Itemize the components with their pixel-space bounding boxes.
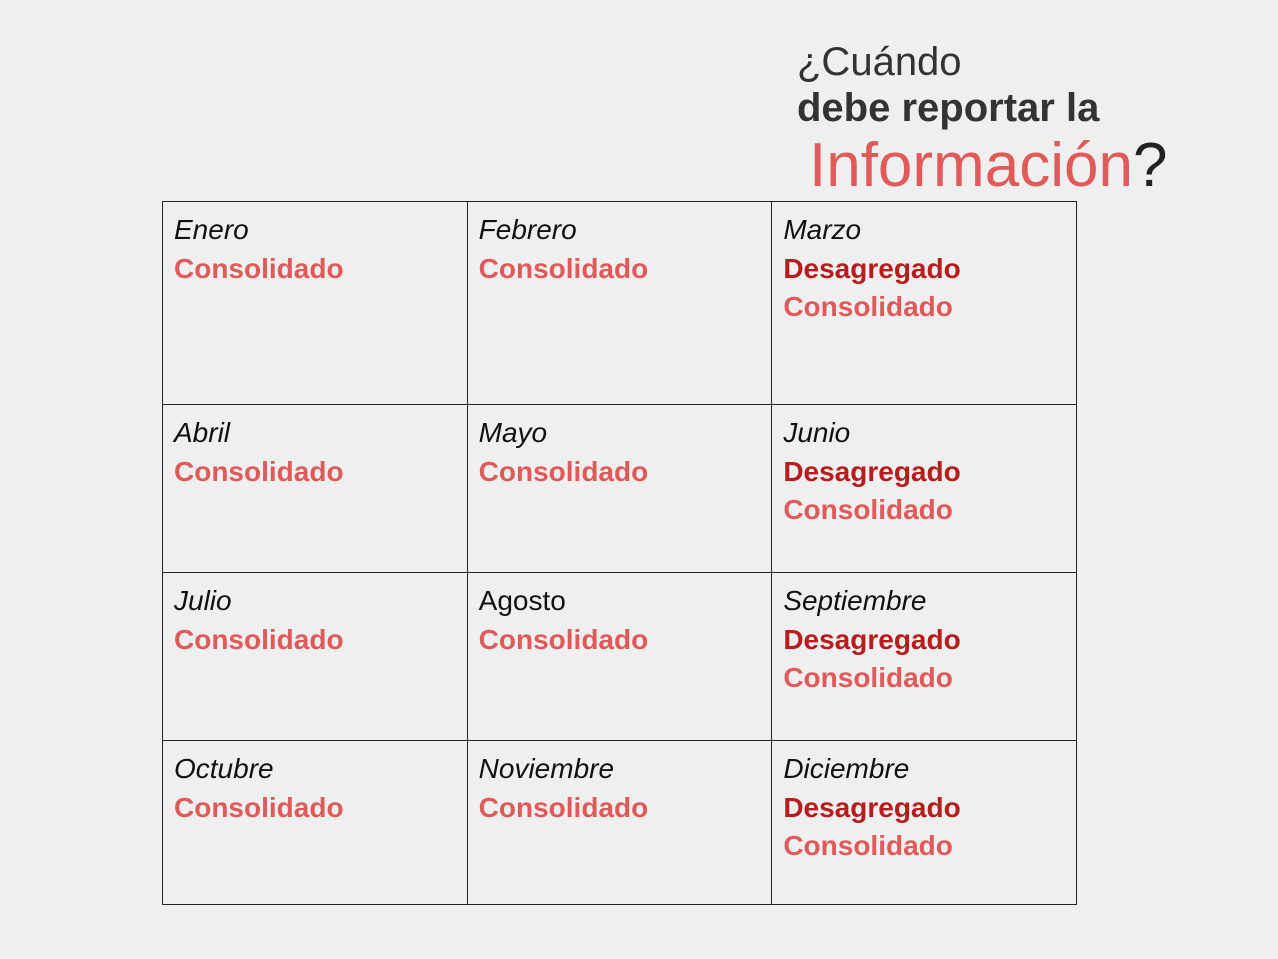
month-name: Julio bbox=[174, 585, 232, 616]
month-cell-julio bbox=[163, 573, 468, 741]
heading-highlight: Información bbox=[809, 131, 1133, 200]
report-type-consolidado: Consolidado bbox=[174, 791, 344, 823]
month-cell-diciembre bbox=[772, 741, 1077, 905]
month-name: Marzo bbox=[783, 214, 862, 245]
reporting-calendar-table bbox=[162, 201, 1077, 905]
month-cell-abril bbox=[163, 405, 468, 573]
month-cell-marzo bbox=[772, 202, 1077, 405]
month-cell-mayo bbox=[467, 405, 772, 573]
month-name: Agosto bbox=[478, 585, 566, 616]
month-name: Septiembre bbox=[783, 585, 927, 616]
report-type-consolidado: Consolidado bbox=[478, 623, 649, 655]
slide-heading bbox=[797, 38, 1167, 202]
report-type-consolidado: Consolidado bbox=[174, 455, 344, 487]
table-row bbox=[163, 405, 1077, 573]
month-cell-junio bbox=[772, 405, 1077, 573]
month-name: Junio bbox=[783, 417, 851, 448]
report-type-consolidado: Consolidado bbox=[783, 830, 953, 861]
report-type-consolidado: Consolidado bbox=[783, 494, 953, 525]
month-cell-agosto bbox=[467, 573, 772, 741]
table-row bbox=[163, 741, 1077, 905]
heading-line-1: ¿Cuándo bbox=[797, 40, 962, 84]
report-type-consolidado: Consolidado bbox=[478, 455, 649, 487]
month-cell-noviembre bbox=[467, 741, 772, 905]
report-type-consolidado: Consolidado bbox=[783, 291, 953, 322]
report-type-consolidado: Consolidado bbox=[478, 791, 649, 823]
month-cell-febrero bbox=[467, 202, 772, 405]
month-name: Noviembre bbox=[478, 753, 615, 784]
month-name: Febrero bbox=[478, 214, 577, 245]
month-name: Abril bbox=[174, 417, 231, 448]
month-name: Diciembre bbox=[783, 753, 910, 784]
month-name: Octubre bbox=[174, 753, 274, 784]
month-cell-enero bbox=[163, 202, 468, 405]
report-type-consolidado: Consolidado bbox=[478, 252, 649, 284]
report-type-consolidado: Consolidado bbox=[174, 252, 344, 284]
report-type-desagregado: Desagregado bbox=[783, 623, 961, 655]
month-cell-octubre bbox=[163, 741, 468, 905]
report-type-desagregado: Desagregado bbox=[783, 455, 961, 487]
heading-line-3 bbox=[809, 130, 1167, 202]
report-type-desagregado: Desagregado bbox=[783, 791, 961, 823]
report-type-consolidado: Consolidado bbox=[174, 623, 344, 655]
report-type-desagregado: Desagregado bbox=[783, 252, 961, 284]
table-row bbox=[163, 573, 1077, 741]
month-cell-septiembre bbox=[772, 573, 1077, 741]
heading-question-mark: ? bbox=[1132, 131, 1168, 200]
heading-line-2: debe reportar la bbox=[797, 86, 1100, 130]
month-name: Mayo bbox=[478, 417, 548, 448]
month-name: Enero bbox=[174, 214, 249, 245]
report-type-consolidado: Consolidado bbox=[783, 662, 953, 693]
table-row bbox=[163, 202, 1077, 405]
